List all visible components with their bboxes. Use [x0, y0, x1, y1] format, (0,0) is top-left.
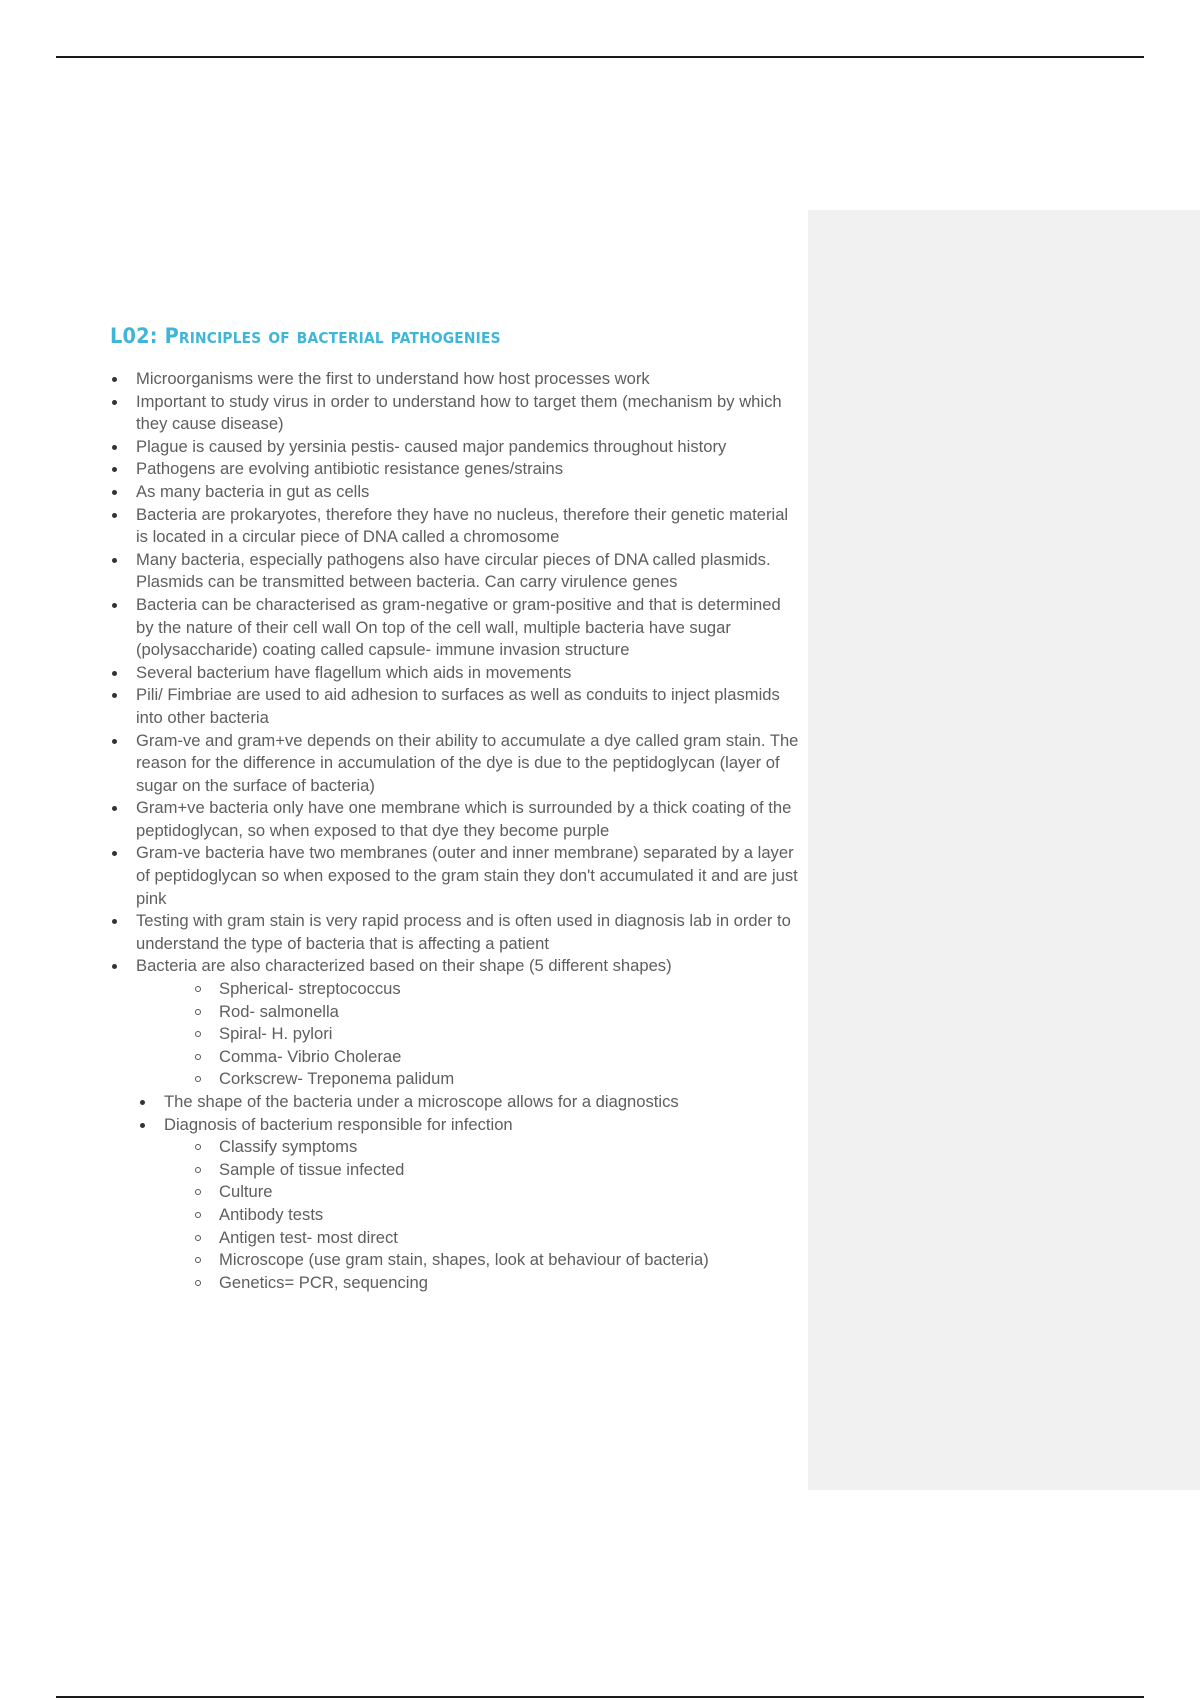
list-item: Several bacterium have flagellum which aids in movements [110, 662, 800, 685]
secondary-bullet-list [110, 1091, 800, 1136]
shape-item: Comma- Vibrio Cholerae [193, 1046, 800, 1069]
list-item: Bacteria can be characterised as gram-negative or gram-positive and that is determined by the nature of their cell wall On top of the cell wall, multiple bacteria have sugar (polysaccharide) coating called capsule- immune invasion structure [110, 594, 800, 662]
list-item: Pathogens are evolving antibiotic resistance genes/strains [110, 458, 800, 481]
list-item: Gram-ve bacteria have two membranes (outer and inner membrane) separated by a layer of peptidoglycan so when exposed to the gram stain they don't accumulated it and are just pink [110, 842, 800, 910]
list-item: Plague is caused by yersinia pestis- caused major pandemics throughout history [110, 436, 800, 459]
notes-body [110, 368, 800, 1294]
list-item: Bacteria are prokaryotes, therefore they have no nucleus, therefore their genetic material is located in a circular piece of DNA called a chromosome [110, 504, 800, 549]
shapes-sublist [110, 978, 800, 1091]
diagnosis-item: Genetics= PCR, sequencing [193, 1272, 800, 1295]
header-rule [56, 56, 1144, 58]
list-item: Bacteria are also characterized based on their shape (5 different shapes) [110, 955, 800, 978]
list-item: As many bacteria in gut as cells [110, 481, 800, 504]
list-item: The shape of the bacteria under a microscope allows for a diagnostics [138, 1091, 800, 1114]
shape-item: Spiral- H. pylori [193, 1023, 800, 1046]
list-item: Many bacteria, especially pathogens also have circular pieces of DNA called plasmids. Plasmids can be transmitted between bacteria. Can carry virulence genes [110, 549, 800, 594]
list-item: Testing with gram stain is very rapid process and is often used in diagnosis lab in order to understand the type of bacteria that is affecting a patient [110, 910, 800, 955]
list-item: Pili/ Fimbriae are used to aid adhesion to surfaces as well as conduits to inject plasmids into other bacteria [110, 684, 800, 729]
list-item: Gram+ve bacteria only have one membrane which is surrounded by a thick coating of the peptidoglycan, so when exposed to that dye they become purple [110, 797, 800, 842]
page-title: L02: Principles of bacterial pathogenies [110, 324, 501, 348]
diagnosis-item: Microscope (use gram stain, shapes, look at behaviour of bacteria) [193, 1249, 800, 1272]
list-item: Gram-ve and gram+ve depends on their ability to accumulate a dye called gram stain. The reason for the difference in accumulation of the dye is due to the peptidoglycan (layer of sugar on the surface of bacteria) [110, 730, 800, 798]
diagnosis-item: Classify symptoms [193, 1136, 800, 1159]
footer-rule [56, 1696, 1144, 1698]
main-bullet-list [110, 368, 800, 978]
diagnosis-item: Antibody tests [193, 1204, 800, 1227]
diagnosis-sublist [110, 1136, 800, 1294]
shape-item: Spherical- streptococcus [193, 978, 800, 1001]
diagnosis-item: Antigen test- most direct [193, 1227, 800, 1250]
diagnosis-item: Culture [193, 1181, 800, 1204]
diagnosis-item: Sample of tissue infected [193, 1159, 800, 1182]
list-item: Microorganisms were the first to understand how host processes work [110, 368, 800, 391]
comment-margin-pane [808, 210, 1200, 1490]
shape-item: Corkscrew- Treponema palidum [193, 1068, 800, 1091]
list-item: Important to study virus in order to understand how to target them (mechanism by which they cause disease) [110, 391, 800, 436]
shape-item: Rod- salmonella [193, 1001, 800, 1024]
list-item: Diagnosis of bacterium responsible for infection [138, 1114, 800, 1137]
